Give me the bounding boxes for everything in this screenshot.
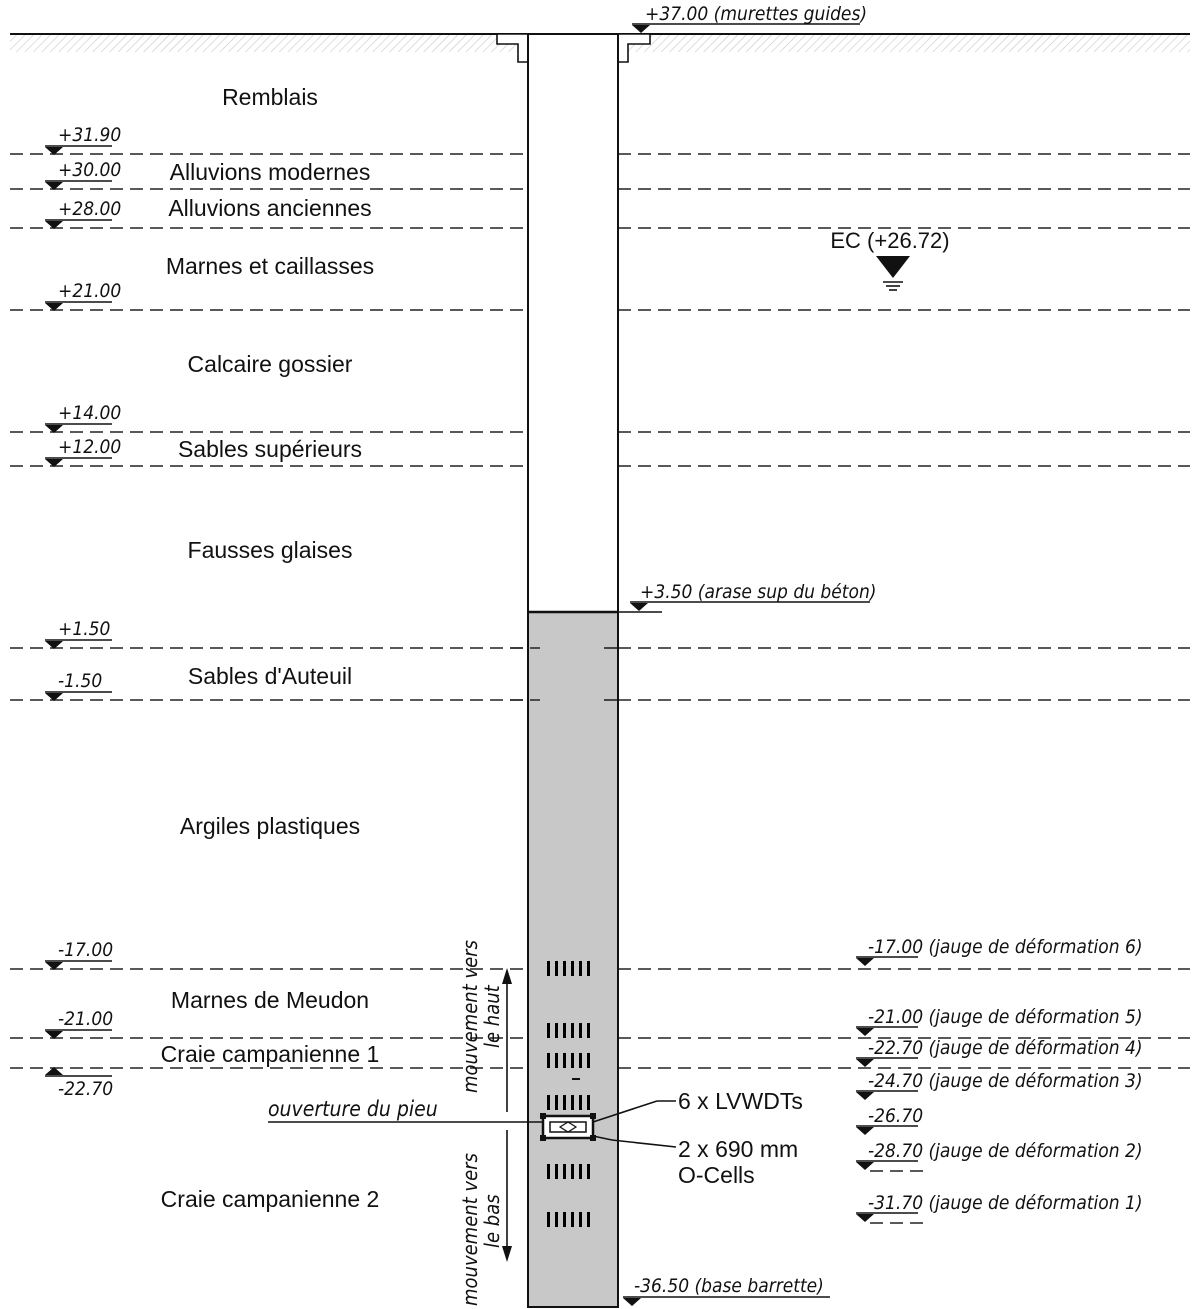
- move-down-text-1: mouvement vers: [458, 1153, 482, 1306]
- top-elevation-marker: [632, 3, 867, 33]
- move-up-text-2: le haut: [480, 985, 504, 1048]
- lvwdt-label: 6 x LVWDTs: [678, 1088, 803, 1114]
- layer-label: Craie campanienne 1: [160, 1041, 380, 1067]
- layer-label: Calcaire gossier: [187, 351, 353, 377]
- svg-text:-17.00: -17.00: [58, 939, 114, 961]
- svg-text:-21.00 (jauge de déformation 5: -21.00 (jauge de déformation 5): [868, 1006, 1143, 1028]
- top-elevation-label: +37.00 (murettes guides): [645, 3, 868, 25]
- svg-text:+30.00: +30.00: [58, 159, 122, 181]
- move-down-text-2: le bas: [480, 1194, 504, 1248]
- svg-text:-21.00: -21.00: [58, 1008, 114, 1030]
- base-marker: [623, 1275, 830, 1306]
- svg-text:-1.50: -1.50: [58, 670, 103, 692]
- elevation-marker: [45, 124, 121, 155]
- svg-text:+1.50: +1.50: [58, 618, 111, 640]
- svg-text:+12.00: +12.00: [58, 436, 122, 458]
- concrete-top-marker: [618, 581, 876, 612]
- svg-text:-17.00 (jauge de déformation 6: -17.00 (jauge de déformation 6): [868, 936, 1143, 958]
- layer-label: Alluvions modernes: [169, 159, 371, 185]
- svg-text:-28.70 (jauge de déformation 2: -28.70 (jauge de déformation 2): [868, 1140, 1143, 1162]
- gauge-marker: [856, 936, 1143, 966]
- o-cell-assembly: [540, 1113, 596, 1141]
- concrete-top-label: +3.50 (arase sup du béton): [640, 581, 877, 603]
- elevation-marker: [45, 939, 113, 970]
- elevation-marker: [45, 618, 112, 649]
- ocells-label-line2: O-Cells: [678, 1162, 755, 1188]
- svg-text:+21.00: +21.00: [58, 280, 122, 302]
- gauge-marker: [856, 1037, 1143, 1067]
- base-label: -36.50 (base barrette): [634, 1275, 824, 1297]
- gauge-marker: [856, 1192, 1143, 1223]
- layer-label: Craie campanienne 2: [160, 1186, 380, 1212]
- up-arrow-icon: [502, 968, 512, 984]
- elevation-marker: [45, 280, 121, 311]
- svg-text:-22.70: -22.70: [58, 1078, 114, 1100]
- elevation-marker: [45, 402, 121, 433]
- svg-text:+14.00: +14.00: [58, 402, 122, 424]
- left-elevation-markers: [45, 124, 121, 1100]
- gauge-markers: [856, 936, 1143, 1223]
- ocells-label-line1: 2 x 690 mm: [678, 1136, 799, 1162]
- layer-label: Fausses glaises: [187, 537, 353, 563]
- elevation-marker: [45, 198, 121, 229]
- gauge-marker: [856, 1070, 1143, 1100]
- move-up-text-1: mouvement vers: [458, 940, 482, 1093]
- layer-label: Remblais: [222, 84, 318, 110]
- layer-label: Marnes et caillasses: [165, 253, 375, 279]
- gauge-marker: [856, 1105, 923, 1135]
- gauge-marker: [856, 1140, 1143, 1171]
- layer-label: Argiles plastiques: [179, 813, 361, 839]
- water-table-marker: [830, 228, 949, 290]
- layer-label: Sables supérieurs: [177, 436, 363, 462]
- gauge-marker: [856, 1006, 1143, 1036]
- svg-text:+31.90: +31.90: [58, 124, 122, 146]
- layer-label: Sables d'Auteuil: [187, 663, 353, 689]
- svg-text:-22.70 (jauge de déformation 4: -22.70 (jauge de déformation 4): [868, 1037, 1143, 1059]
- water-table-icon: [876, 256, 910, 278]
- elevation-marker: [45, 436, 121, 467]
- layer-label: Alluvions anciennes: [168, 195, 372, 221]
- svg-text:-31.70 (jauge de déformation 1: -31.70 (jauge de déformation 1): [868, 1192, 1143, 1214]
- elevation-marker: [45, 670, 112, 701]
- svg-text:+28.00: +28.00: [58, 198, 122, 220]
- opening-label: ouverture du pieu: [268, 1097, 438, 1121]
- svg-text:-24.70 (jauge de déformation 3: -24.70 (jauge de déformation 3): [868, 1070, 1143, 1092]
- elevation-marker: [45, 1008, 113, 1039]
- elevation-marker: [45, 1067, 113, 1100]
- svg-text:-26.70: -26.70: [868, 1105, 924, 1127]
- water-table-label: EC (+26.72): [830, 228, 950, 253]
- elevation-marker: [45, 159, 121, 190]
- layer-label: Marnes de Meudon: [170, 987, 370, 1013]
